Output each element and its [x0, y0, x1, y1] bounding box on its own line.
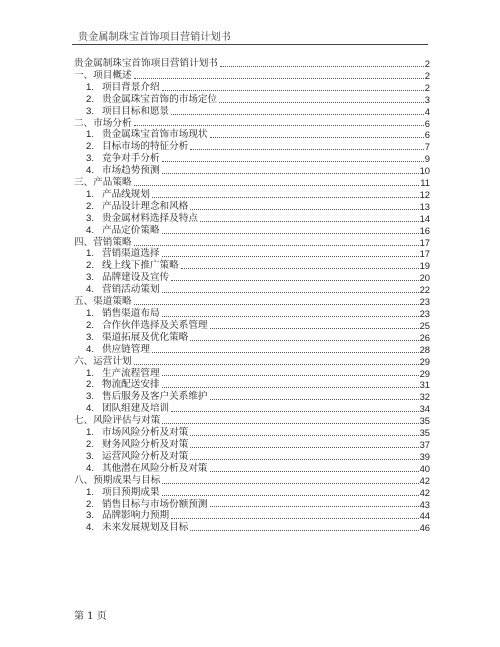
- toc-entry-text: 物流配送安排: [102, 379, 160, 391]
- toc-entry-number: 2.: [86, 319, 95, 331]
- toc-entry-text: 二、市场分析: [74, 117, 132, 129]
- toc-entry[interactable]: [74, 499, 430, 511]
- toc-entry-title: [74, 463, 208, 475]
- toc-entry-text: 项目目标和愿景: [102, 105, 170, 117]
- toc-entry[interactable]: [74, 391, 430, 403]
- dot-leader: [134, 364, 419, 365]
- toc-entry-text: 目标市场的特征分析: [102, 141, 189, 153]
- toc-entry-number: 2.: [86, 260, 95, 272]
- toc-entry-page: 19: [419, 260, 430, 272]
- toc-entry-page: 40: [419, 462, 430, 474]
- toc-entry[interactable]: [74, 308, 430, 320]
- toc-entry-title: [74, 165, 160, 177]
- toc-entry-number: 3.: [86, 212, 95, 224]
- toc-entry-page: 22: [419, 284, 430, 296]
- toc-entry[interactable]: [74, 249, 430, 261]
- toc-entry[interactable]: [74, 201, 430, 213]
- toc-entry-title: [74, 499, 208, 511]
- toc-entry-page: 3: [424, 93, 430, 105]
- toc-entry[interactable]: [74, 284, 430, 296]
- toc-entry-title: [74, 487, 160, 499]
- toc-entry-number: 4.: [86, 284, 95, 296]
- dot-leader: [134, 78, 424, 79]
- toc-entry-page: 9: [424, 153, 430, 165]
- toc-entry-text: 市场风险分析及对策: [102, 427, 189, 439]
- dot-leader: [190, 530, 418, 531]
- toc-entry-text: 生产流程管理: [102, 367, 160, 379]
- page-number-footer: 第 1 页: [74, 611, 107, 622]
- toc-entry-page: 20: [419, 272, 430, 284]
- toc-entry-title: [74, 391, 208, 403]
- toc-entry[interactable]: [74, 118, 430, 130]
- toc-entry-number: 4.: [86, 403, 95, 415]
- toc-entry-text: 营销渠道选择: [102, 248, 160, 260]
- toc-entry-text: 市场趋势预测: [102, 165, 160, 177]
- toc-entry-number: 2.: [86, 498, 95, 510]
- toc-entry-number: 3.: [86, 391, 95, 403]
- toc-entry-title: [74, 201, 188, 213]
- toc-entry[interactable]: [74, 332, 430, 344]
- toc-entry-text: 产品定价策略: [102, 224, 160, 236]
- toc-entry[interactable]: [74, 165, 430, 177]
- toc-entry-title: [74, 403, 169, 415]
- toc-entry-title: [74, 356, 132, 368]
- dot-leader: [134, 125, 424, 126]
- toc-entry-page: 46: [419, 522, 430, 534]
- dot-leader: [134, 304, 419, 305]
- toc-entry-number: 4.: [86, 165, 95, 177]
- dot-leader: [162, 423, 418, 424]
- toc-entry[interactable]: [74, 403, 430, 415]
- toc-entry[interactable]: [74, 320, 430, 332]
- dot-leader: [162, 483, 418, 484]
- toc-entry-title: [74, 368, 160, 380]
- toc-entry-title: [74, 260, 179, 272]
- toc-entry-number: 3.: [86, 105, 95, 117]
- toc-entry-page: 37: [419, 438, 430, 450]
- toc-entry-page: 16: [419, 224, 430, 236]
- toc-entry-number: 4.: [86, 462, 95, 474]
- toc-entry-title: [74, 225, 160, 237]
- toc-entry-number: 1.: [86, 486, 95, 498]
- toc-entry-text: 五、渠道策略: [74, 296, 132, 308]
- dot-leader: [181, 268, 419, 269]
- toc-entry-text: 供应链管理: [102, 343, 150, 355]
- toc-entry-number: 1.: [86, 308, 95, 320]
- toc-entry-title: [74, 510, 169, 522]
- dot-leader: [162, 292, 419, 293]
- toc-entry-number: 2.: [86, 93, 95, 105]
- dot-leader: [190, 209, 418, 210]
- toc-entry-title: [74, 58, 218, 70]
- toc-entry[interactable]: [74, 141, 430, 153]
- toc-entry-title: [74, 272, 169, 284]
- toc-entry-number: 1.: [86, 367, 95, 379]
- toc-entry-number: 1.: [86, 129, 95, 141]
- dot-leader: [171, 114, 424, 115]
- dot-leader: [219, 102, 424, 103]
- toc-entry-page: 42: [419, 486, 430, 498]
- toc-entry-text: 团队组建及培训: [102, 403, 170, 415]
- toc-entry-text: 三、产品策略: [74, 177, 132, 189]
- toc-entry[interactable]: [74, 379, 430, 391]
- toc-entry-page: 7: [424, 141, 430, 153]
- toc-entry[interactable]: [74, 94, 430, 106]
- toc-entry-page: 28: [419, 343, 430, 355]
- dot-leader: [162, 387, 419, 388]
- toc-entry-title: [74, 427, 188, 439]
- toc-entry-number: 4.: [86, 224, 95, 236]
- toc-entry[interactable]: [74, 356, 430, 368]
- toc-entry-text: 项目预期成果: [102, 486, 160, 498]
- dot-leader: [171, 518, 418, 519]
- toc-entry-number: 1.: [86, 188, 95, 200]
- toc-entry-title: [74, 237, 132, 249]
- dot-leader: [190, 149, 423, 150]
- toc-entry-text: 其他潜在风险分析及对策: [102, 462, 208, 474]
- toc-entry[interactable]: [74, 368, 430, 380]
- toc-entry-title: [74, 344, 150, 356]
- toc-entry-page: 13: [419, 200, 430, 212]
- toc-entry[interactable]: [74, 463, 430, 475]
- toc-entry-number: 3.: [86, 510, 95, 522]
- toc-entry-page: 2: [424, 81, 430, 93]
- toc-entry-page: 6: [424, 117, 430, 129]
- toc-entry[interactable]: [74, 70, 430, 82]
- dot-leader: [162, 161, 424, 162]
- toc-entry-text: 销售渠道布局: [102, 308, 160, 320]
- toc-entry[interactable]: [74, 439, 430, 451]
- toc-entry-text: 合作伙伴选择及关系管理: [102, 319, 208, 331]
- dot-leader: [200, 221, 419, 222]
- toc-entry-number: 4.: [86, 343, 95, 355]
- toc-entry-text: 一、项目概述: [74, 69, 132, 81]
- toc-entry-title: [74, 379, 160, 391]
- toc-entry-number: 2.: [86, 200, 95, 212]
- toc-entry-page: 32: [419, 391, 430, 403]
- toc-entry-page: 35: [419, 427, 430, 439]
- toc-entry-title: [74, 415, 160, 427]
- dot-leader: [162, 375, 419, 376]
- toc-entry-number: 1.: [86, 248, 95, 260]
- toc-entry-title: [74, 320, 208, 332]
- toc-entry-title: [74, 129, 208, 141]
- toc-entry-title: [74, 308, 160, 320]
- toc-entry-page: 29: [419, 355, 430, 367]
- running-header: 贵金属制珠宝首饰项目营销计划书: [78, 32, 231, 43]
- toc-entry-text: 项目背景介绍: [102, 81, 160, 93]
- toc-entry[interactable]: [74, 451, 430, 463]
- toc-entry-number: 2.: [86, 438, 95, 450]
- toc-entry-number: 3.: [86, 450, 95, 462]
- toc-entry-title: [74, 296, 132, 308]
- toc-entry-text: 八、预期成果与目标: [74, 474, 161, 486]
- toc-entry-number: 1.: [86, 81, 95, 93]
- toc-entry-page: 2: [424, 57, 430, 69]
- dot-leader: [134, 185, 420, 186]
- toc-entry-title: [74, 189, 150, 201]
- toc-entry-number: 4.: [86, 522, 95, 534]
- dot-leader: [210, 399, 419, 400]
- toc-entry-number: 1.: [86, 427, 95, 439]
- dot-leader: [134, 245, 419, 246]
- toc-entry-title: [74, 177, 132, 189]
- toc-entry-page: 31: [419, 379, 430, 391]
- toc-entry[interactable]: [74, 522, 430, 534]
- toc-entry-title: [74, 70, 132, 82]
- toc-entry[interactable]: [74, 415, 430, 427]
- toc-entry[interactable]: [74, 177, 430, 189]
- toc-entry-page: 23: [419, 296, 430, 308]
- header-rule: [72, 44, 428, 45]
- toc-entry-text: 产品线规划: [102, 188, 150, 200]
- toc-entry-page: 35: [419, 415, 430, 427]
- toc-entry-page: 26: [419, 331, 430, 343]
- toc-entry-title: [74, 153, 160, 165]
- toc-entry[interactable]: [74, 344, 430, 356]
- dot-leader: [190, 459, 418, 460]
- toc-entry-page: 25: [419, 319, 430, 331]
- toc-entry[interactable]: [74, 106, 430, 118]
- toc-entry-title: [74, 248, 160, 260]
- toc-entry-page: 17: [419, 236, 430, 248]
- toc-entry-text: 贵金属珠宝首饰市场现状: [102, 129, 208, 141]
- dot-leader: [220, 66, 424, 67]
- toc-entry-title: [74, 118, 132, 130]
- toc-entry-page: 14: [419, 212, 430, 224]
- toc-entry-text: 产品设计理念和风格: [102, 200, 189, 212]
- toc-entry-text: 营销活动策划: [102, 284, 160, 296]
- toc-entry-title: [74, 451, 188, 463]
- toc-entry-text: 品牌建设及宣传: [102, 272, 170, 284]
- toc-entry-text: 线上线下推广策略: [102, 260, 179, 272]
- toc-entry-page: 39: [419, 450, 430, 462]
- toc-entry-title: [74, 82, 160, 94]
- toc-entry-text: 渠道拓展及优化策略: [102, 331, 189, 343]
- toc-entry[interactable]: [74, 475, 430, 487]
- dot-leader: [162, 233, 419, 234]
- dot-leader: [162, 495, 419, 496]
- toc-entry-title: [74, 213, 198, 225]
- toc-entry[interactable]: [74, 510, 430, 522]
- dot-leader: [162, 256, 419, 257]
- toc-entry-text: 售后服务及客户关系维护: [102, 391, 208, 403]
- dot-leader: [162, 316, 419, 317]
- dot-leader: [190, 340, 418, 341]
- toc-entry[interactable]: [74, 82, 430, 94]
- dot-leader: [162, 90, 424, 91]
- dot-leader: [171, 411, 418, 412]
- toc-entry[interactable]: [74, 225, 430, 237]
- dot-leader: [190, 447, 418, 448]
- toc-entry-title: [74, 439, 188, 451]
- dot-leader: [210, 506, 419, 507]
- toc-entry[interactable]: [74, 260, 430, 272]
- toc-entry[interactable]: [74, 272, 430, 284]
- toc-entry-page: 11: [420, 177, 430, 189]
- dot-leader: [152, 352, 419, 353]
- toc-entry-title: [74, 522, 188, 534]
- toc-entry-text: 竞争对手分析: [102, 153, 160, 165]
- toc-entry-page: 42: [419, 474, 430, 486]
- toc-entry-page: 2: [424, 69, 430, 81]
- toc-entry-title: [74, 284, 160, 296]
- toc-entry-title: [74, 475, 160, 487]
- toc-entry-page: 6: [424, 129, 430, 141]
- toc-entry-text: 财务风险分析及对策: [102, 438, 189, 450]
- toc-entry-number: 2.: [86, 379, 95, 391]
- toc-entry-page: 29: [419, 367, 430, 379]
- toc-entry-number: 2.: [86, 141, 95, 153]
- toc-entry[interactable]: [74, 213, 430, 225]
- toc-entry-title: [74, 106, 169, 118]
- toc-entry[interactable]: [74, 153, 430, 165]
- toc-entry-text: 品牌影响力预期: [102, 510, 170, 522]
- toc-entry-page: 4: [424, 105, 430, 117]
- dot-leader: [171, 280, 418, 281]
- toc-entry-page: 12: [419, 188, 430, 200]
- toc-entry-text: 销售目标与市场份额预测: [102, 498, 208, 510]
- toc-entry-number: 3.: [86, 272, 95, 284]
- toc-entry-text: 四、营销策略: [74, 236, 132, 248]
- dot-leader: [162, 173, 419, 174]
- dot-leader: [210, 328, 419, 329]
- toc-entry[interactable]: [74, 487, 430, 499]
- toc-entry-text: 未来发展规划及目标: [102, 522, 189, 534]
- toc-entry-page: 23: [419, 308, 430, 320]
- toc-entry[interactable]: [74, 427, 430, 439]
- toc-entry-text: 七、风险评估与对策: [74, 415, 161, 427]
- toc-entry-text: 运营风险分析及对策: [102, 450, 189, 462]
- toc-entry-number: 3.: [86, 153, 95, 165]
- toc-entry-text: 贵金属材料选择及特点: [102, 212, 198, 224]
- toc-entry[interactable]: [74, 237, 430, 249]
- toc-entry[interactable]: [74, 189, 430, 201]
- table-of-contents: [74, 58, 430, 534]
- toc-entry-text: 贵金属珠宝首饰的市场定位: [102, 93, 218, 105]
- toc-entry[interactable]: [74, 58, 430, 70]
- toc-entry-title: [74, 94, 217, 106]
- toc-entry-text: 六、运营计划: [74, 355, 132, 367]
- dot-leader: [210, 137, 424, 138]
- toc-entry-title: [74, 332, 188, 344]
- toc-entry[interactable]: [74, 129, 430, 141]
- toc-entry-page: 43: [419, 498, 430, 510]
- toc-entry-page: 44: [419, 510, 430, 522]
- dot-leader: [190, 435, 418, 436]
- dot-leader: [152, 197, 419, 198]
- toc-entry-page: 10: [419, 165, 430, 177]
- toc-entry-number: 3.: [86, 331, 95, 343]
- toc-entry-page: 17: [419, 248, 430, 260]
- toc-entry-page: 34: [419, 403, 430, 415]
- toc-entry-title: [74, 141, 188, 153]
- toc-entry[interactable]: [74, 296, 430, 308]
- dot-leader: [210, 471, 419, 472]
- toc-entry-text: 贵金属制珠宝首饰项目营销计划书: [74, 57, 218, 69]
